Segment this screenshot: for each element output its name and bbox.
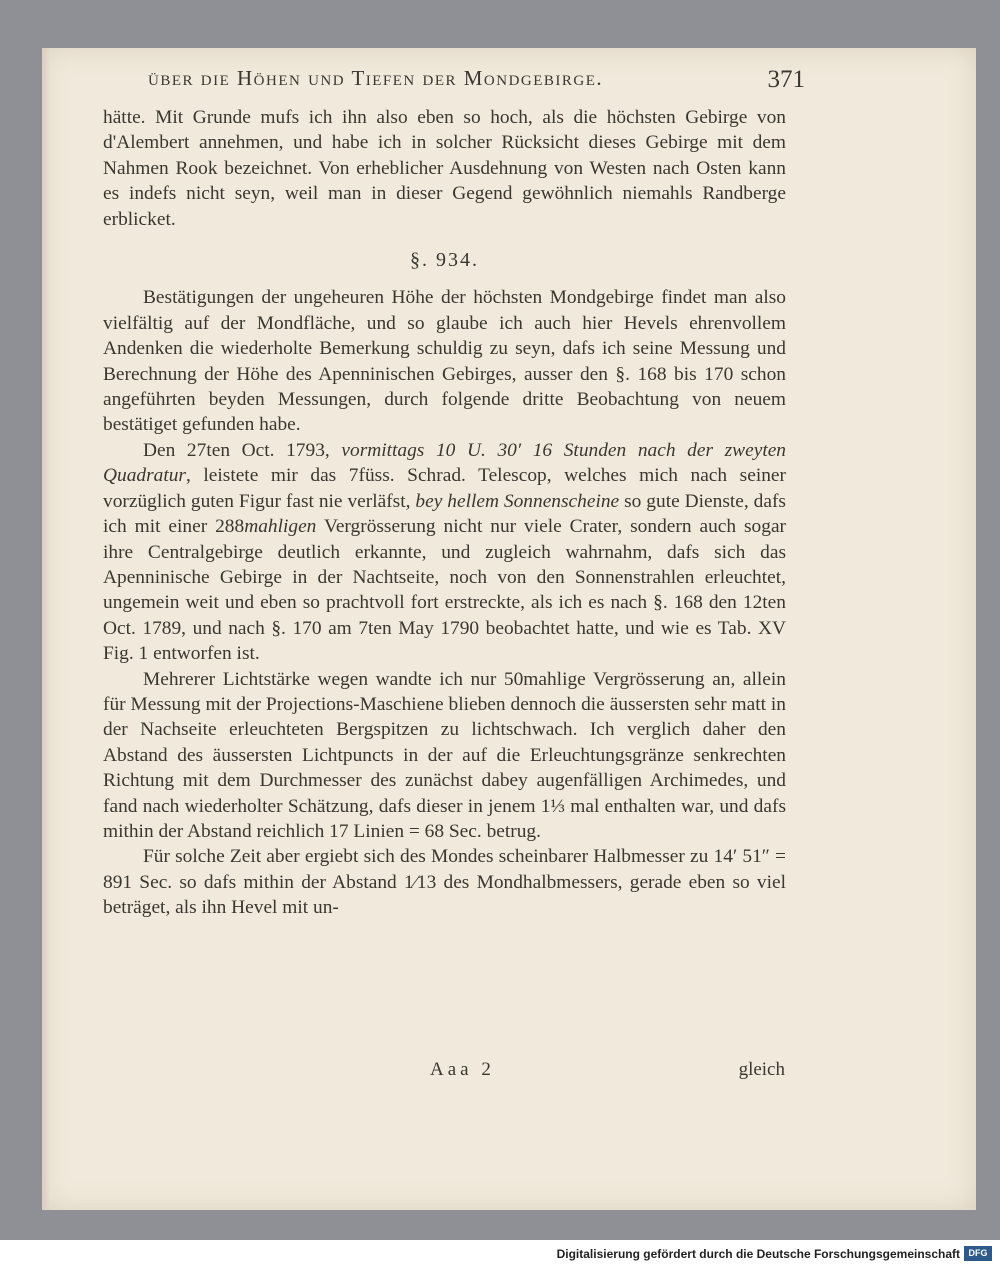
paragraph-3-magnification: mahligen [244, 516, 317, 538]
signature-mark: Aaa 2 [430, 1059, 495, 1080]
page-body [103, 105, 786, 921]
digitization-banner [0, 1240, 1000, 1268]
paragraph-3-condition: bey hellem Sonnenscheine [415, 490, 620, 512]
paragraph-1: hätte. Mit Grunde mufs ich ihn also eben so hoch, als die höchsten Gebirge von d'Alembert annehmen, und habe ich in solcher Rücksicht dieses Gebirge mit dem Nahmen Rook bezeichnet. Von erheblicher Ausdehnung von Westen nach Osten kann es indefs nicht seyn, weil man in dieser Gegend gewöhnlich niemahls Randberge erblicket. [103, 107, 786, 230]
paragraph-3-text-1: , leistete mir das 7füss. Schrad. Telescop, welches mich nach seiner vorzüglich guten Figur fast nie verläfst, [103, 465, 786, 512]
paragraph-3 [103, 438, 786, 667]
page-number: 371 [767, 66, 805, 93]
digitization-note: Digitalisierung gefördert durch die Deutsche Forschungsgemeinschaft [556, 1247, 960, 1261]
paragraph-3-date: Den 27ten Oct. 1793, [143, 439, 330, 461]
running-title: über die Höhen und Tiefen der Mondgebirge. [148, 66, 604, 90]
paragraph-3-text-3: Vergrösserung nicht nur viele Crater, sondern auch sogar ihre Centralgebirge deutlich erkannte, und zugleich wahrnahm, dafs sich das Apenninische Gebirge in der Nachtseite, noch von den Sonnenstrahlen erleuchtet, ungemein weit und eben so prachtvoll fort erstreckte, als ich es nach §. 168 den 12ten Oct. 1789, und nach §. 170 am 7ten May 1790 beobachtet hatte, und wie es Tab. XV Fig. 1 entworfen ist. [103, 516, 787, 665]
paragraph-3-text-2: so gute Dienste, dafs ich mit einer 288 [103, 490, 786, 538]
paragraph-3-time: vormittags 10 U. 30′ 16 Stunden nach der zweyten Quadratur [103, 439, 787, 487]
paragraph-2: Bestätigungen der ungeheuren Höhe der höchsten Mondgebirge findet man also vielfältig auf der Mondfläche, und so glaube ich auch hier Hevels ehrenvollem Andenken die wiederholte Bemerkung schuldig zu seyn, dafs ich seine Messung und Berechnung der Höhe des Apenninischen Gebirges, ausser den §. 168 bis 170 schon angeführten beyden Messungen, durch folgende dritte Beobachtung von neuem bestätiget gefunden habe. [103, 287, 786, 436]
section-heading: §. 934. [410, 249, 479, 272]
dfg-logo: DFG [964, 1246, 992, 1261]
catchword: gleich [738, 1059, 785, 1080]
paragraph-5: Für solche Zeit aber ergiebt sich des Mondes scheinbarer Halbmesser zu 14′ 51″ = 891 Sec. so dafs mithin der Abstand 1⁄13 des Mondhalbmessers, gerade eben so viel beträget, als ihn Hevel mit un- [103, 846, 786, 919]
page-edge [42, 48, 50, 1210]
paragraph-4: Mehrerer Lichtstärke wegen wandte ich nur 50mahlige Vergrösserung an, allein für Messung mit der Projections-Maschiene blieben dennoch die äussersten sehr matt in der Nachseite erleuchteten Bergspitzen zu lichtschwach. Ich verglich daher den Abstand des äussersten Lichtpuncts in der auf die Erleuchtungsgränze senkrechten Richtung mit dem Durchmesser des zunächst dabey augenfälligen Archimedes, und fand nach wiederholter Schätzung, dafs dieser in jenem 1⅓ mal enthalten war, und dafs mithin der Abstand reichlich 17 Linien = 68 Sec. betrug. [103, 668, 786, 842]
